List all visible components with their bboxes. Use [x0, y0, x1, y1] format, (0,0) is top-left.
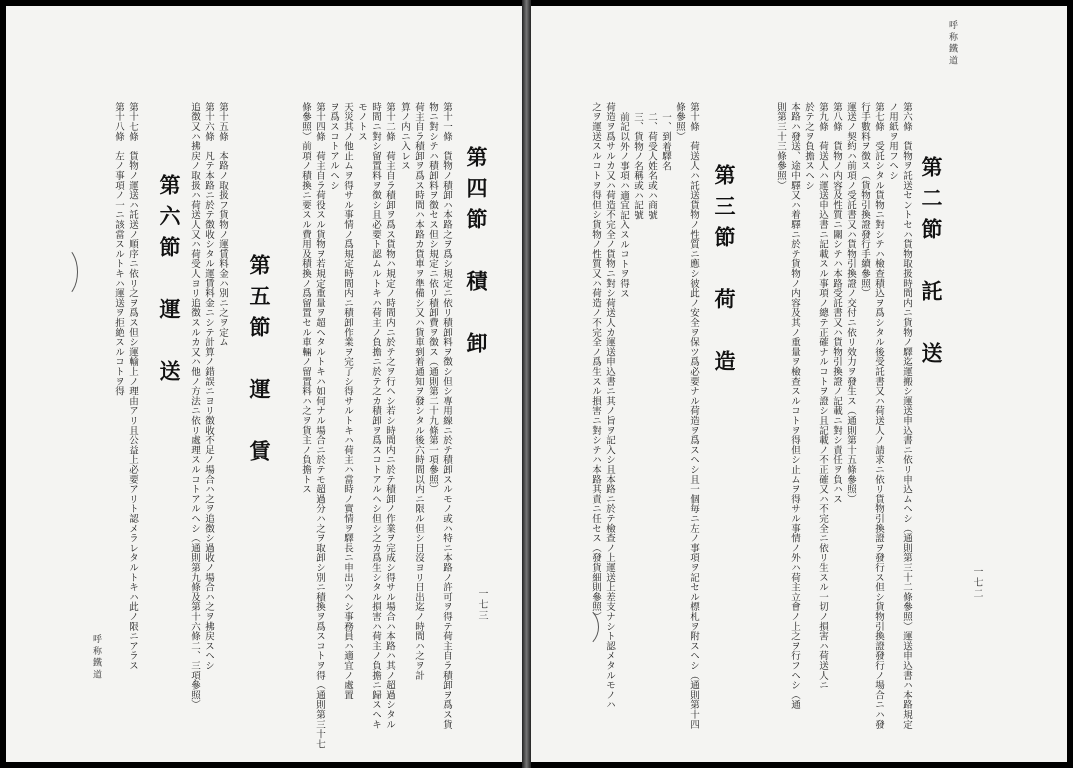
article-line: 第十四條 荷主自ラ荷役スル貨物ヲ若規定重量ヲ超ヘタルトキハ如何ナル場合ニ於テモ超過分ハ之ヲ取卸シ別ニ積換ヲ爲スコトヲ得（通則第三十七 [314, 102, 325, 749]
article-line: 第八條 貨物ノ内容及性質ニ關シテハ本路受託書又ハ貨物引換證ノ記載ニ對シ責任ヲ負ハス [831, 102, 842, 504]
section4-heading: 第四節 積 卸 [464, 146, 489, 363]
section2-heading: 第二節 託 送 [919, 156, 944, 373]
left-running-head: 呼 称 鐵 道 [91, 634, 101, 679]
article-line: 第六條 貨物ヲ託送セントセハ貨物取扱時間内ニ貨物ノ驛迄運搬シ運送申込書ニ依リ申込ムヘシ（通則第三十二條參照）運送申込書ハ本路規定 [901, 102, 912, 730]
book-gutter [522, 0, 531, 768]
right-page [531, 6, 1067, 762]
article-line: 追徴又ハ拂戻ノ取扱ハ荷送人又ハ荷受人ヨリ追徴スルカ又ハ他ノ方法ニ依リ處理スルコトアルヘシ（通則第九條及第十六條二、三項參照） [189, 102, 200, 710]
article-line: 第十五條 本路ノ取扱フ貨物ノ運賃料金ハ別ニ之ヲ定ム [217, 102, 228, 347]
section5-heading: 第五節 運 賃 [247, 254, 272, 471]
article-line: 第七條 受託シタル貨物ニ對シテハ檢查積込ヲ爲シタル後受託書又ハ荷送人ノ請求ニ依リ貨物引換證ヲ發行ス但シ貨物引換證發行ノ場合ニハ發 [873, 102, 884, 730]
right-page-number: 一七二 [971, 566, 982, 599]
article-line: 第十二條 荷主自ラ積卸ヲ爲ス貨物ハ規定ノ時間内ニ於テ之ヲ行ヘシ若シ時間内ニ於テ積卸ノ作業ヲ完成シ得サル場合ハ本路ハ其ノ超過シタル [384, 102, 395, 730]
article-line: 第十六條 凡テ本路ニ於テ徴收シタル運賃料金ニシテ計算ノ錯誤ニヨリ徴收不足ノ場合ハ之ヲ追徴シ過收ノ場合ハ之ヲ拂戻スヘシ [203, 102, 214, 671]
article-line: 物ニ對シテハ積卸料ヲ徴セス但シ規定ニ依リ積卸費ヲ徴ス（通則第二十九條第一項參照） [427, 102, 438, 494]
article-line: 二、荷受人姓名或ハ商號 [646, 112, 657, 220]
article-line: 前記以外ノ事項ハ適宜記入スルコトヲ得ス [618, 112, 629, 299]
section3-heading: 第三節 荷 造 [712, 164, 737, 381]
article-line: モノトス [356, 102, 367, 142]
section6-heading: 第六節 運 送 [157, 174, 182, 391]
ink-mark [46, 246, 78, 298]
article-line: 第九條 荷送人ハ運送申込書ニ記載スル事項ノ總テ正確ナルコトヲ證シ且記載ノ不正確又ハ不完全ニ依リ生スル一切ノ損害ハ荷送人ニ [817, 102, 828, 690]
article-line: 本路ハ發送、途中驛又ハ着驛ニ於テ貨物ノ内容及其ノ重量ヲ檢查スルコトヲ得但シ止ムヲ得サル事情ノ外ハ荷主立會ノ上之ヲ行フヘシ（通 [789, 102, 800, 710]
right-running-head: 呼 称 鐵 道 [947, 20, 957, 65]
article-line: 第十八條 左ノ事項ノ一ニ該當スルトキハ運送ヲ拒絶スルコトヲ得 [113, 102, 124, 396]
ink-mark [561, 606, 599, 648]
article-line: 三、貨物ノ名稱或ハ記號 [632, 112, 643, 220]
article-line: 時間ニ對シ留置料ヲ徴シ且必要ト認ムルトキハ荷主ノ負擔ニ於テ之カ積卸ヲ爲スコトアルヘシ但シ之カ爲生シタル損害ハ荷主ノ負擔ニ歸スヘキ [370, 102, 381, 730]
article-line: 算ノ内ニ入レス [399, 102, 410, 171]
article-line: 之ヲ運送スルコトヲ得但シ貨物ノ性質又ハ荷造ノ不完全ノ爲生スル損害ニ對シテハ本路其責ニ任セス（發貨細則參照） [590, 102, 601, 622]
article-line: 荷造ヲ爲サルカ又ハ荷造不完全ノ貨物ニ對シ荷送人カ運送申込書ニ其ノ旨ヲ記入シ且本路ニ於テ檢查ノ上運送上差支ナシト認メタルモノハ [604, 102, 615, 710]
article-line: 天災其ノ他止ムヲ得サル事情ノ爲規定時間内ニ積卸作業ヲ完了シ得サルトキハ荷主ハ當時ノ實情ヲ驛長ニ申出ツヘシ事務員ハ適宜ノ處置 [342, 102, 353, 700]
article-line: 行手數料ヲ徴ス（貨物引換證發行手續參照） [859, 102, 870, 298]
article-line: 條參照） [674, 102, 685, 142]
article-line: ノ用紙ヲ用フヘシ [887, 102, 898, 181]
article-line: 第十一條 貨物ノ積卸ハ本路之ヲ爲シ規定ニ依リ積卸料ヲ徴シ但シ專用線ニ於テ積卸スルモノ或ハ特ニ本路ノ許可ヲ得テ荷主自ラ積卸ヲ爲ス貨 [441, 102, 452, 730]
left-page [6, 6, 522, 762]
article-line: 第十七條 貨物ノ運送ハ託送ノ順序ニ依リ之ヲ爲ス但シ運輸上ノ理由アリ且公益上必要アリト認メラレタルトキハ此ノ限ニアラス [127, 102, 138, 671]
article-line: ヲ爲スコトアルヘシ [328, 102, 339, 191]
left-page-number: 一七三 [476, 588, 487, 621]
article-line: 條參照）前項ノ積換ニ要スル費用及積換ノ爲留置セル車輛ノ留置料ハ之ヲ貨主ノ負擔トス [300, 102, 311, 494]
article-line: 則第三十三條參照） [775, 102, 786, 191]
article-line: 第十條 荷送人ハ託送貨物ノ性質ニ應シ彼此ノ安全ヲ保ツ爲必要ナル荷造ヲ爲スヘシ且一個毎ニ左ノ事項ヲ記セル標札ヲ附スヘシ（通則第十四 [688, 102, 699, 730]
article-line: 於テ之ヲ負擔スヘシ [803, 102, 814, 191]
article-line: 運送ノ契約ハ前項ノ受託書又ハ貨物引換證ノ交付ニ依リ效力ヲ發生ス（通則第十五條參照） [845, 102, 856, 504]
article-line: 一、到着驛名 [660, 112, 671, 171]
article-line: 荷主自ラ積卸ヲ爲ス時間ハ本路カ貨車ヲ準備シ又ハ貨車到着通知ヲ發シタル後六時間以内ニ限ル但シ日沒ヨリ日出迄ノ時間ハ之ヲ計 [413, 102, 424, 681]
